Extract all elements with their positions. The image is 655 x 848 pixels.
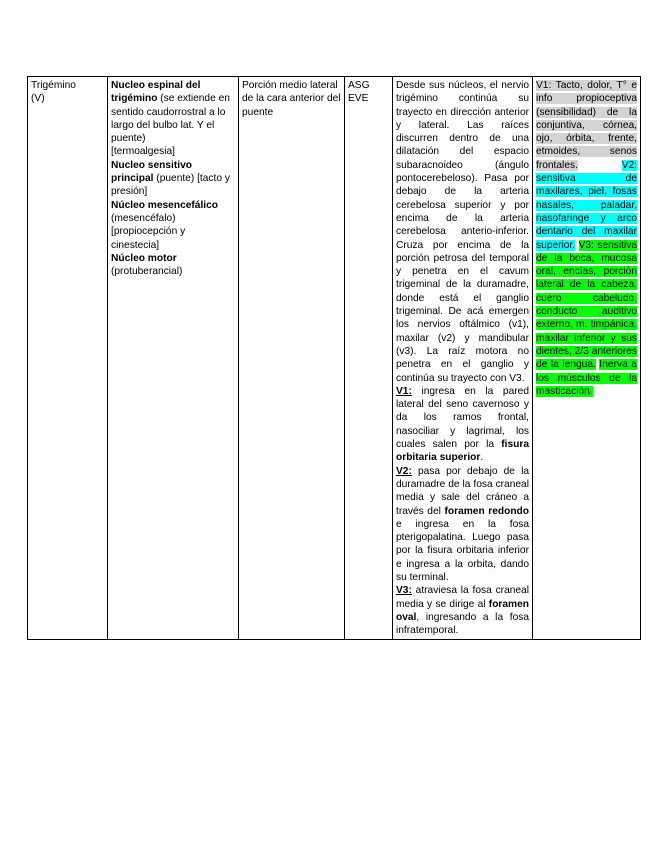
function-cell [533,77,641,640]
trajectory-cell [393,77,533,640]
nerve-name: Trigémino [31,80,76,91]
trajectory-v2 [396,465,529,585]
nucleus-spinal-function: [termoalgesia] [111,146,175,158]
function-motor: Inerva a los músculos de la masticación. [536,359,637,397]
v2-label: V2: [396,465,412,477]
nucleus-motor-desc: (protuberancial) [111,266,183,278]
function-v2: V2: sensitiva de maxilares, piel, fosas nasales, paladar, nasofaringe y arco dentario del maxilar superior. [536,159,637,251]
nucleus-sensory-title: Nucleo sensitivo principal [111,159,192,185]
nucleus-spinal-title: Nucleo espinal del trigémino [111,80,201,105]
v2-text: pasa por debajo de la duramadre de la fosa craneal media y sale del cráneo a través del [396,465,529,517]
nucleus-mesencephalic-desc: (mesencéfalo) [111,212,176,224]
nucleus-spinal-desc: (se extiende en sentido caudorrostral a lo largo del bulbo lat. Y el puente) [111,93,230,145]
fiber-type-eve: EVE [348,93,369,105]
nucleus-motor-title: Núcleo motor [111,252,177,264]
apparent-origin: Porción medio lateral de la cara anterior del puente [242,80,341,118]
table-row [28,77,641,640]
nucleus-mesencephalic-function: [propiocepción y cinestecia] [111,226,186,251]
nerve-name-cell [28,77,108,640]
v3-label: V3: [396,585,412,597]
function-v3: V3: sensitiva de la boca, mucosa oral, encías, porción lateral de la cabeza, cuero cabeludo, conducto auditivo externo, m. timpánica, maxilar inferior y sus dientes, 2/3 anteriores de la lengua. [536,239,637,371]
origin-cell [239,77,345,640]
v2-end: e ingresa en la fosa pterigopalatina. Luego pasa por la fisura orbitaria inferior e ingresa a la orbita, dando su terminal. [396,518,529,583]
trajectory-v1 [396,385,529,465]
trajectory-v3 [396,584,529,637]
trajectory-intro: Desde sus núcleos, el nervio trigémino continúa su trayecto en dirección anterior y lateral. Las raíces discurren dentro de una dilatación del espacio subaracnoideo (ángulo pontocerebeloso). Pasa por debajo de la arteria cerebelosa superior y por encima de la arteria cerebelosa anterio-inferior. Cruza por encima de la porción petrosa del temporal y penetra en el cavum trigeminal de la duramadre, donde está el ganglio trigeminal. De acá emergen los nervios oftálmico (v1), maxilar (v2) y mandibular (v3). La raíz motora no penetra en el ganglio y continúa su trayecto con V3. [396,80,529,384]
cranial-nerve-table [27,76,641,640]
function-v1: V1: Tacto, dolor, T° e info propioceptiva (sensibilidad) de la conjuntiva, córnea, ojo, órbita, frente, etmoides, senos frontales. [536,80,637,171]
nucleus-mesencephalic-title: Núcleo mesencefálico [111,199,219,211]
v3-end: , ingresando a la fosa infratemporal. [396,611,529,637]
nuclei-cell [108,77,239,640]
v1-text: ingresa en la pared lateral del seno cavernoso y da los ramos frontal, nasociliar y lagrimal, los cuales salen por la [396,385,529,451]
v1-end: . [480,452,484,464]
v3-text: atraviesa la fosa craneal media y se dirige al [396,585,529,610]
nucleus-sensory-desc: (puente) [tacto y presión] [111,173,230,198]
v1-label: V1: [396,385,412,397]
fiber-type-cell [345,77,393,640]
v3-exit: foramen oval [396,598,529,623]
v1-exit: fisura orbitaria superior [396,439,529,464]
v2-exit: foramen redondo [444,505,529,517]
fiber-type-asg: ASG [348,80,370,91]
nerve-numeral: (V) [31,93,45,105]
